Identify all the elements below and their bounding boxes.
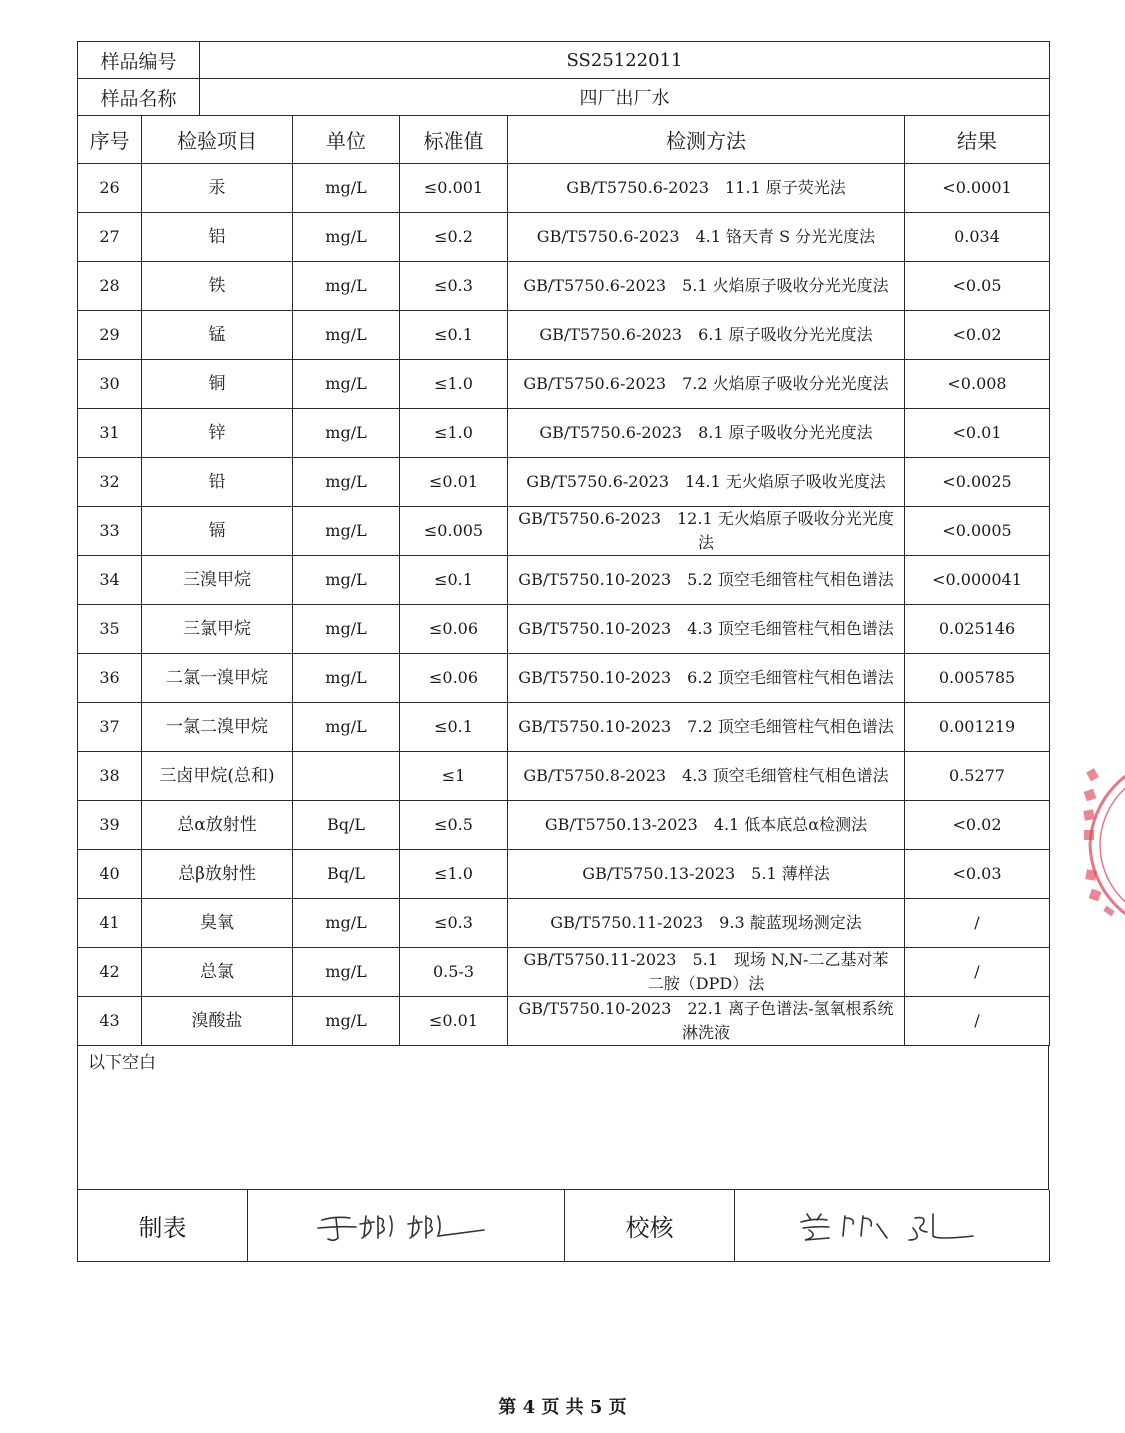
result-value: /	[905, 997, 1050, 1046]
unit: Bq/L	[293, 850, 400, 899]
unit: mg/L	[293, 507, 400, 556]
result-value: <0.008	[905, 360, 1050, 409]
row-number: 35	[78, 605, 142, 654]
unit: mg/L	[293, 458, 400, 507]
result-value: <0.02	[905, 801, 1050, 850]
table-row	[78, 262, 1050, 311]
signature-row	[78, 1190, 1050, 1262]
test-item: 锰	[142, 311, 293, 360]
unit: mg/L	[293, 997, 400, 1046]
sample-name-row	[78, 79, 1050, 116]
unit: mg/L	[293, 164, 400, 213]
test-method: GB/T5750.13-2023 5.1 薄样法	[508, 850, 905, 899]
row-number: 33	[78, 507, 142, 556]
test-item: 铜	[142, 360, 293, 409]
table-row	[78, 213, 1050, 262]
test-method: GB/T5750.6-2023 11.1 原子荧光法	[508, 164, 905, 213]
row-number: 32	[78, 458, 142, 507]
unit: mg/L	[293, 213, 400, 262]
standard-value: ≤0.3	[400, 262, 508, 311]
standard-value: ≤1	[400, 752, 508, 801]
result-value: 0.5277	[905, 752, 1050, 801]
standard-value: ≤0.2	[400, 213, 508, 262]
test-method: GB/T5750.11-2023 9.3 靛蓝现场测定法	[508, 899, 905, 948]
row-number: 30	[78, 360, 142, 409]
test-item: 镉	[142, 507, 293, 556]
test-method: GB/T5750.13-2023 4.1 低本底总α检测法	[508, 801, 905, 850]
result-value: <0.0005	[905, 507, 1050, 556]
test-item: 锌	[142, 409, 293, 458]
test-method: GB/T5750.10-2023 6.2 顶空毛细管柱气相色谱法	[508, 654, 905, 703]
test-item: 二氯一溴甲烷	[142, 654, 293, 703]
sample-name-value: 四厂出厂水	[200, 79, 1050, 116]
result-value: <0.03	[905, 850, 1050, 899]
result-value: 0.005785	[905, 654, 1050, 703]
result-value: <0.02	[905, 311, 1050, 360]
prepared-signature	[248, 1190, 565, 1262]
test-method: GB/T5750.6-2023 12.1 无火焰原子吸收分光光度法	[508, 507, 905, 556]
row-number: 43	[78, 997, 142, 1046]
table-row	[78, 556, 1050, 605]
table-row	[78, 311, 1050, 360]
row-number: 42	[78, 948, 142, 997]
table-row	[78, 458, 1050, 507]
result-value: 0.001219	[905, 703, 1050, 752]
sample-no-label: 样品编号	[78, 42, 200, 79]
row-number: 38	[78, 752, 142, 801]
test-item: 汞	[142, 164, 293, 213]
test-method: GB/T5750.6-2023 14.1 无火焰原子吸收光度法	[508, 458, 905, 507]
result-value: <0.0025	[905, 458, 1050, 507]
prepared-label: 制表	[78, 1190, 248, 1262]
standard-value: ≤0.1	[400, 556, 508, 605]
standard-value: ≤0.01	[400, 458, 508, 507]
report-sheet	[77, 41, 1049, 1262]
checked-label: 校核	[565, 1190, 735, 1262]
standard-value: ≤0.001	[400, 164, 508, 213]
sample-no-value: SS25122011	[200, 42, 1050, 79]
unit: mg/L	[293, 703, 400, 752]
row-number: 29	[78, 311, 142, 360]
row-number: 41	[78, 899, 142, 948]
unit: mg/L	[293, 409, 400, 458]
results-header-row	[78, 116, 1050, 164]
page-footer: 第 4 页 共 5 页	[498, 1397, 627, 1418]
result-value: <0.01	[905, 409, 1050, 458]
table-row	[78, 507, 1050, 556]
standard-value: 0.5-3	[400, 948, 508, 997]
table-row	[78, 360, 1050, 409]
test-method: GB/T5750.11-2023 5.1 现场 N,N-二乙基对苯二胺（DPD）法	[508, 948, 905, 997]
test-item: 总β放射性	[142, 850, 293, 899]
standard-value: ≤1.0	[400, 850, 508, 899]
results-table	[77, 116, 1050, 1046]
row-number: 40	[78, 850, 142, 899]
test-method: GB/T5750.10-2023 5.2 顶空毛细管柱气相色谱法	[508, 556, 905, 605]
results-body	[78, 164, 1050, 1046]
test-item: 铅	[142, 458, 293, 507]
prepared-signature-image	[316, 1206, 496, 1246]
standard-value: ≤0.06	[400, 605, 508, 654]
test-method: GB/T5750.6-2023 5.1 火焰原子吸收分光光度法	[508, 262, 905, 311]
test-method: GB/T5750.6-2023 6.1 原子吸收分光光度法	[508, 311, 905, 360]
result-value: 0.025146	[905, 605, 1050, 654]
standard-value: ≤0.5	[400, 801, 508, 850]
unit	[293, 752, 400, 801]
table-row	[78, 801, 1050, 850]
result-value: /	[905, 899, 1050, 948]
test-method: GB/T5750.10-2023 4.3 顶空毛细管柱气相色谱法	[508, 605, 905, 654]
test-method: GB/T5750.10-2023 7.2 顶空毛细管柱气相色谱法	[508, 703, 905, 752]
col-header-unit: 单位	[293, 116, 400, 164]
unit: mg/L	[293, 556, 400, 605]
test-item: 一氯二溴甲烷	[142, 703, 293, 752]
col-header-no: 序号	[78, 116, 142, 164]
table-row	[78, 703, 1050, 752]
table-row	[78, 948, 1050, 997]
test-item: 总氯	[142, 948, 293, 997]
result-value: 0.034	[905, 213, 1050, 262]
test-method: GB/T5750.6-2023 4.1 铬天青 S 分光光度法	[508, 213, 905, 262]
unit: mg/L	[293, 654, 400, 703]
checked-signature-image	[797, 1206, 987, 1246]
test-item: 三卤甲烷(总和)	[142, 752, 293, 801]
row-number: 36	[78, 654, 142, 703]
test-method: GB/T5750.10-2023 22.1 离子色谱法-氢氧根系统淋洗液	[508, 997, 905, 1046]
table-row	[78, 654, 1050, 703]
checked-signature	[735, 1190, 1050, 1262]
col-header-method: 检测方法	[508, 116, 905, 164]
table-row	[78, 752, 1050, 801]
test-item: 三氯甲烷	[142, 605, 293, 654]
result-value: <0.05	[905, 262, 1050, 311]
test-method: GB/T5750.6-2023 7.2 火焰原子吸收分光光度法	[508, 360, 905, 409]
standard-value: ≤0.005	[400, 507, 508, 556]
standard-value: ≤0.1	[400, 311, 508, 360]
test-item: 三溴甲烷	[142, 556, 293, 605]
test-method: GB/T5750.8-2023 4.3 顶空毛细管柱气相色谱法	[508, 752, 905, 801]
standard-value: ≤0.3	[400, 899, 508, 948]
col-header-item: 检验项目	[142, 116, 293, 164]
unit: mg/L	[293, 262, 400, 311]
row-number: 34	[78, 556, 142, 605]
sample-no-row	[78, 42, 1050, 79]
test-method: GB/T5750.6-2023 8.1 原子吸收分光光度法	[508, 409, 905, 458]
table-row	[78, 605, 1050, 654]
official-seal-stamp	[1080, 750, 1125, 940]
row-number: 39	[78, 801, 142, 850]
unit: mg/L	[293, 605, 400, 654]
row-number: 31	[78, 409, 142, 458]
table-row	[78, 850, 1050, 899]
test-item: 铝	[142, 213, 293, 262]
standard-value: ≤1.0	[400, 409, 508, 458]
table-row	[78, 997, 1050, 1046]
row-number: 26	[78, 164, 142, 213]
sample-info-table	[77, 41, 1050, 116]
unit: mg/L	[293, 899, 400, 948]
result-value: /	[905, 948, 1050, 997]
standard-value: ≤0.01	[400, 997, 508, 1046]
standard-value: ≤0.1	[400, 703, 508, 752]
test-item: 臭氧	[142, 899, 293, 948]
test-item: 溴酸盐	[142, 997, 293, 1046]
sample-name-label: 样品名称	[78, 79, 200, 116]
unit: mg/L	[293, 360, 400, 409]
unit: Bq/L	[293, 801, 400, 850]
row-number: 28	[78, 262, 142, 311]
table-row	[78, 899, 1050, 948]
row-number: 27	[78, 213, 142, 262]
blank-note: 以下空白	[88, 1053, 156, 1073]
row-number: 37	[78, 703, 142, 752]
table-row	[78, 164, 1050, 213]
result-value: <0.000041	[905, 556, 1050, 605]
standard-value: ≤1.0	[400, 360, 508, 409]
signature-table	[77, 1190, 1050, 1262]
test-item: 总α放射性	[142, 801, 293, 850]
col-header-result: 结果	[905, 116, 1050, 164]
result-value: <0.0001	[905, 164, 1050, 213]
unit: mg/L	[293, 311, 400, 360]
test-item: 铁	[142, 262, 293, 311]
unit: mg/L	[293, 948, 400, 997]
remarks-area	[77, 1046, 1049, 1190]
table-row	[78, 409, 1050, 458]
standard-value: ≤0.06	[400, 654, 508, 703]
col-header-standard: 标准值	[400, 116, 508, 164]
